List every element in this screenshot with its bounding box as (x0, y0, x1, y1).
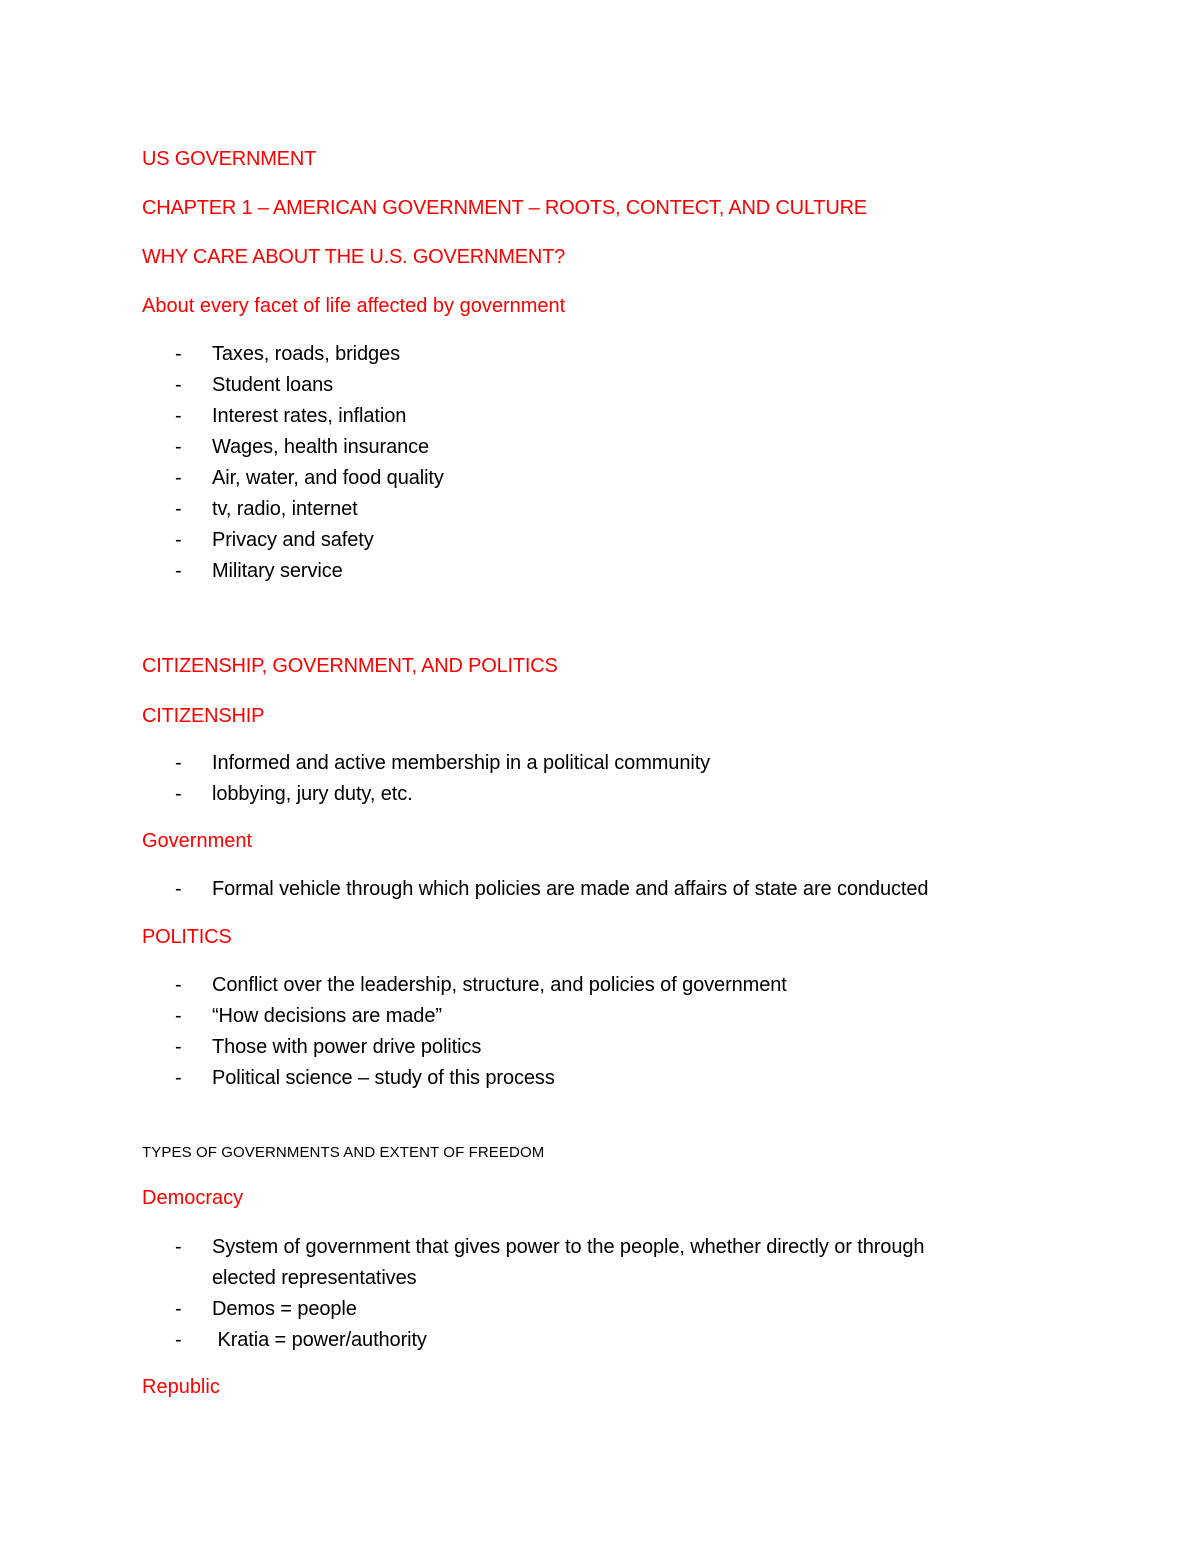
list-item-continuation: elected representatives (212, 1267, 417, 1289)
section-heading-citizenship: CITIZENSHIP, GOVERNMENT, AND POLITICS (142, 655, 558, 677)
section-subheading-why: About every facet of life affected by government (142, 295, 566, 317)
list-item: System of government that gives power to the people, whether directly or through (212, 1236, 925, 1258)
list-bullet: - (175, 1067, 182, 1089)
list-item: Informed and active membership in a political community (212, 752, 711, 774)
list-item: Taxes, roads, bridges (212, 343, 400, 365)
list-bullet: - (175, 467, 182, 489)
list-item: lobbying, jury duty, etc. (212, 783, 413, 805)
list-bullet: - (175, 498, 182, 520)
democracy-label: Democracy (142, 1187, 244, 1209)
list-item: Those with power drive politics (212, 1036, 482, 1058)
republic-label: Republic (142, 1376, 220, 1398)
list-bullet: - (175, 1329, 182, 1351)
section-heading-why: WHY CARE ABOUT THE U.S. GOVERNMENT? (142, 246, 566, 268)
list-bullet: - (175, 529, 182, 551)
list-item: Student loans (212, 374, 334, 396)
citizenship-label: CITIZENSHIP (142, 705, 265, 727)
list-item: Interest rates, inflation (212, 405, 407, 427)
list-item: Formal vehicle through which policies are made and affairs of state are conducted (212, 878, 929, 900)
list-bullet: - (175, 974, 182, 996)
list-item: Conflict over the leadership, structure, and policies of government (212, 974, 787, 996)
politics-label: POLITICS (142, 926, 232, 948)
list-bullet: - (175, 783, 182, 805)
list-item: Political science – study of this process (212, 1067, 555, 1089)
list-bullet: - (175, 1298, 182, 1320)
chapter-heading: CHAPTER 1 – AMERICAN GOVERNMENT – ROOTS, CONTECT, AND CULTURE (142, 197, 867, 219)
list-item: Air, water, and food quality (212, 467, 444, 489)
list-bullet: - (175, 1036, 182, 1058)
list-bullet: - (175, 1005, 182, 1027)
list-bullet: - (175, 752, 182, 774)
list-bullet: - (175, 878, 182, 900)
list-bullet: - (175, 405, 182, 427)
list-item: “How decisions are made” (212, 1005, 442, 1027)
list-bullet: - (175, 374, 182, 396)
list-item: Privacy and safety (212, 529, 374, 551)
list-bullet: - (175, 560, 182, 582)
list-bullet: - (175, 436, 182, 458)
government-label: Government (142, 830, 253, 852)
document-title: US GOVERNMENT (142, 148, 317, 170)
list-bullet: - (175, 343, 182, 365)
list-bullet: - (175, 1236, 182, 1258)
list-item: Wages, health insurance (212, 436, 430, 458)
list-item: Kratia = power/authority (212, 1329, 427, 1351)
section-heading-types: TYPES OF GOVERNMENTS AND EXTENT OF FREEDOM (142, 1144, 545, 1161)
list-item: Military service (212, 560, 343, 582)
list-item: Demos = people (212, 1298, 357, 1320)
list-item: tv, radio, internet (212, 498, 358, 520)
